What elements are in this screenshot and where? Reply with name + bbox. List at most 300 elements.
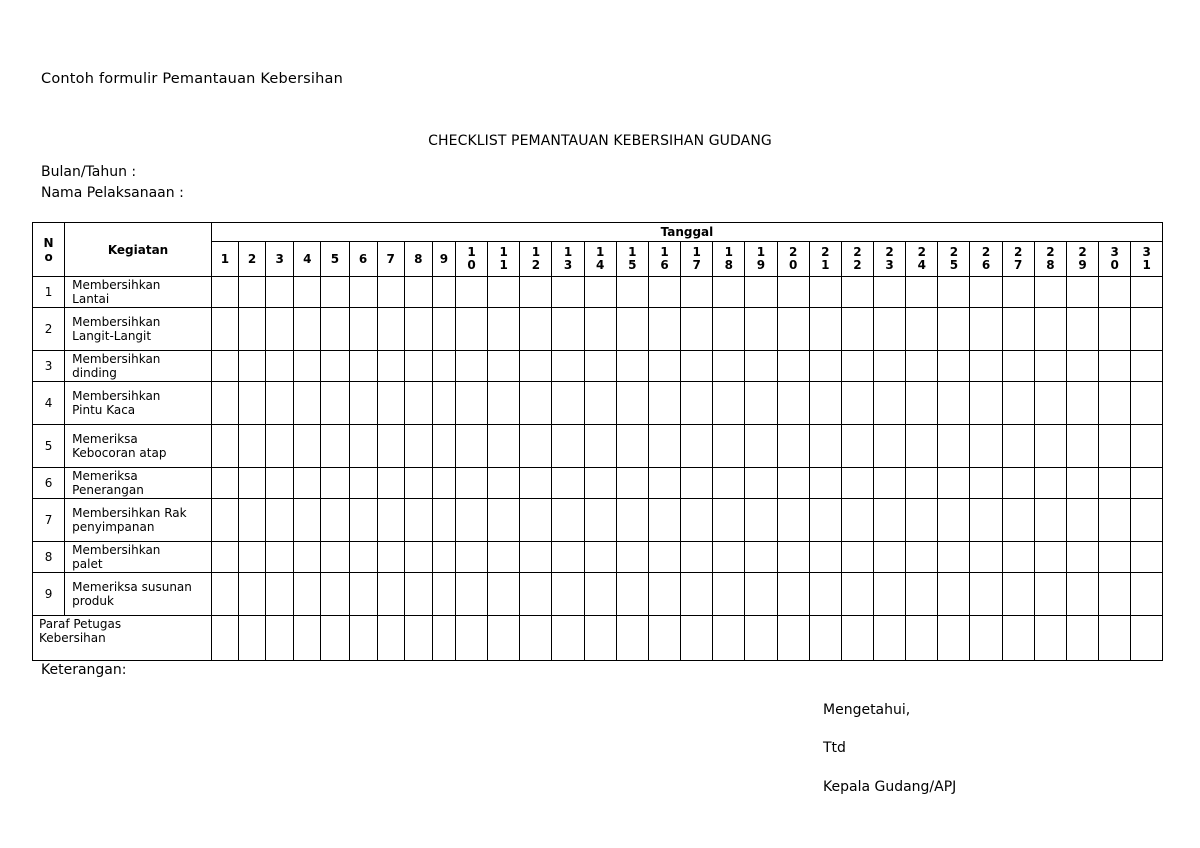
check-cell[interactable] [584, 308, 616, 351]
check-cell[interactable] [349, 499, 377, 542]
check-cell[interactable] [294, 308, 321, 351]
signature-cell[interactable] [1034, 616, 1066, 661]
signature-cell[interactable] [745, 616, 777, 661]
check-cell[interactable] [648, 277, 680, 308]
signature-cell[interactable] [552, 616, 584, 661]
check-cell[interactable] [455, 573, 487, 616]
check-cell[interactable] [809, 499, 841, 542]
check-cell[interactable] [377, 468, 404, 499]
check-cell[interactable] [616, 351, 648, 382]
check-cell[interactable] [552, 542, 584, 573]
check-cell[interactable] [970, 468, 1002, 499]
check-cell[interactable] [432, 425, 455, 468]
check-cell[interactable] [841, 573, 873, 616]
check-cell[interactable] [520, 425, 552, 468]
check-cell[interactable] [455, 425, 487, 468]
check-cell[interactable] [938, 542, 970, 573]
check-cell[interactable] [648, 499, 680, 542]
check-cell[interactable] [809, 382, 841, 425]
check-cell[interactable] [1002, 308, 1034, 351]
check-cell[interactable] [266, 425, 294, 468]
check-cell[interactable] [552, 499, 584, 542]
check-cell[interactable] [239, 542, 266, 573]
signature-cell[interactable] [906, 616, 938, 661]
check-cell[interactable] [906, 499, 938, 542]
signature-cell[interactable] [874, 616, 906, 661]
check-cell[interactable] [777, 542, 809, 573]
check-cell[interactable] [681, 277, 713, 308]
check-cell[interactable] [777, 351, 809, 382]
check-cell[interactable] [404, 542, 432, 573]
check-cell[interactable] [294, 573, 321, 616]
check-cell[interactable] [1099, 542, 1131, 573]
signature-cell[interactable] [349, 616, 377, 661]
check-cell[interactable] [713, 351, 745, 382]
signature-cell[interactable] [648, 616, 680, 661]
check-cell[interactable] [211, 382, 238, 425]
check-cell[interactable] [681, 308, 713, 351]
check-cell[interactable] [349, 351, 377, 382]
check-cell[interactable] [520, 468, 552, 499]
check-cell[interactable] [938, 425, 970, 468]
check-cell[interactable] [552, 425, 584, 468]
check-cell[interactable] [1034, 425, 1066, 468]
check-cell[interactable] [584, 425, 616, 468]
check-cell[interactable] [745, 425, 777, 468]
check-cell[interactable] [488, 277, 520, 308]
check-cell[interactable] [432, 573, 455, 616]
check-cell[interactable] [321, 542, 349, 573]
check-cell[interactable] [777, 277, 809, 308]
check-cell[interactable] [906, 351, 938, 382]
check-cell[interactable] [938, 277, 970, 308]
check-cell[interactable] [520, 351, 552, 382]
check-cell[interactable] [906, 468, 938, 499]
check-cell[interactable] [1066, 499, 1098, 542]
check-cell[interactable] [239, 351, 266, 382]
check-cell[interactable] [520, 277, 552, 308]
check-cell[interactable] [455, 468, 487, 499]
check-cell[interactable] [404, 382, 432, 425]
check-cell[interactable] [874, 308, 906, 351]
check-cell[interactable] [616, 277, 648, 308]
check-cell[interactable] [488, 382, 520, 425]
check-cell[interactable] [1066, 308, 1098, 351]
check-cell[interactable] [777, 425, 809, 468]
check-cell[interactable] [266, 351, 294, 382]
signature-cell[interactable] [1002, 616, 1034, 661]
check-cell[interactable] [713, 499, 745, 542]
check-cell[interactable] [1034, 499, 1066, 542]
check-cell[interactable] [266, 308, 294, 351]
check-cell[interactable] [239, 277, 266, 308]
check-cell[interactable] [841, 499, 873, 542]
check-cell[interactable] [377, 542, 404, 573]
check-cell[interactable] [1066, 382, 1098, 425]
check-cell[interactable] [1099, 573, 1131, 616]
check-cell[interactable] [552, 351, 584, 382]
check-cell[interactable] [211, 499, 238, 542]
check-cell[interactable] [745, 542, 777, 573]
check-cell[interactable] [349, 425, 377, 468]
check-cell[interactable] [377, 499, 404, 542]
check-cell[interactable] [211, 308, 238, 351]
check-cell[interactable] [211, 351, 238, 382]
check-cell[interactable] [809, 425, 841, 468]
check-cell[interactable] [616, 308, 648, 351]
check-cell[interactable] [488, 499, 520, 542]
check-cell[interactable] [294, 425, 321, 468]
check-cell[interactable] [713, 468, 745, 499]
check-cell[interactable] [321, 499, 349, 542]
check-cell[interactable] [1066, 573, 1098, 616]
check-cell[interactable] [681, 573, 713, 616]
check-cell[interactable] [266, 499, 294, 542]
check-cell[interactable] [404, 425, 432, 468]
check-cell[interactable] [432, 382, 455, 425]
check-cell[interactable] [321, 573, 349, 616]
check-cell[interactable] [266, 382, 294, 425]
signature-cell[interactable] [1099, 616, 1131, 661]
check-cell[interactable] [488, 542, 520, 573]
check-cell[interactable] [349, 382, 377, 425]
check-cell[interactable] [648, 425, 680, 468]
check-cell[interactable] [809, 277, 841, 308]
check-cell[interactable] [211, 277, 238, 308]
check-cell[interactable] [211, 573, 238, 616]
check-cell[interactable] [321, 382, 349, 425]
check-cell[interactable] [777, 468, 809, 499]
check-cell[interactable] [809, 542, 841, 573]
check-cell[interactable] [377, 573, 404, 616]
check-cell[interactable] [938, 351, 970, 382]
check-cell[interactable] [294, 542, 321, 573]
check-cell[interactable] [1066, 468, 1098, 499]
check-cell[interactable] [745, 351, 777, 382]
check-cell[interactable] [841, 425, 873, 468]
check-cell[interactable] [1131, 499, 1163, 542]
check-cell[interactable] [841, 468, 873, 499]
check-cell[interactable] [520, 542, 552, 573]
check-cell[interactable] [404, 308, 432, 351]
check-cell[interactable] [584, 351, 616, 382]
check-cell[interactable] [266, 277, 294, 308]
check-cell[interactable] [1034, 382, 1066, 425]
check-cell[interactable] [455, 499, 487, 542]
check-cell[interactable] [1099, 382, 1131, 425]
check-cell[interactable] [841, 351, 873, 382]
check-cell[interactable] [488, 573, 520, 616]
signature-cell[interactable] [809, 616, 841, 661]
check-cell[interactable] [294, 468, 321, 499]
check-cell[interactable] [1034, 468, 1066, 499]
check-cell[interactable] [488, 468, 520, 499]
check-cell[interactable] [488, 425, 520, 468]
check-cell[interactable] [616, 542, 648, 573]
signature-cell[interactable] [970, 616, 1002, 661]
check-cell[interactable] [841, 382, 873, 425]
check-cell[interactable] [377, 308, 404, 351]
check-cell[interactable] [648, 308, 680, 351]
check-cell[interactable] [1131, 573, 1163, 616]
check-cell[interactable] [777, 499, 809, 542]
check-cell[interactable] [349, 573, 377, 616]
check-cell[interactable] [1066, 425, 1098, 468]
check-cell[interactable] [520, 573, 552, 616]
check-cell[interactable] [349, 468, 377, 499]
check-cell[interactable] [681, 425, 713, 468]
check-cell[interactable] [1066, 351, 1098, 382]
check-cell[interactable] [809, 573, 841, 616]
check-cell[interactable] [681, 542, 713, 573]
check-cell[interactable] [455, 382, 487, 425]
check-cell[interactable] [584, 499, 616, 542]
check-cell[interactable] [938, 308, 970, 351]
check-cell[interactable] [970, 542, 1002, 573]
check-cell[interactable] [648, 542, 680, 573]
check-cell[interactable] [1002, 425, 1034, 468]
check-cell[interactable] [1099, 499, 1131, 542]
check-cell[interactable] [321, 425, 349, 468]
check-cell[interactable] [520, 382, 552, 425]
check-cell[interactable] [1099, 425, 1131, 468]
check-cell[interactable] [874, 277, 906, 308]
check-cell[interactable] [1002, 468, 1034, 499]
check-cell[interactable] [455, 277, 487, 308]
check-cell[interactable] [745, 308, 777, 351]
check-cell[interactable] [294, 277, 321, 308]
check-cell[interactable] [874, 573, 906, 616]
check-cell[interactable] [349, 542, 377, 573]
signature-cell[interactable] [321, 616, 349, 661]
check-cell[interactable] [1034, 573, 1066, 616]
check-cell[interactable] [906, 277, 938, 308]
check-cell[interactable] [874, 382, 906, 425]
check-cell[interactable] [266, 573, 294, 616]
check-cell[interactable] [745, 499, 777, 542]
signature-cell[interactable] [1066, 616, 1098, 661]
check-cell[interactable] [1002, 351, 1034, 382]
check-cell[interactable] [745, 573, 777, 616]
check-cell[interactable] [906, 382, 938, 425]
check-cell[interactable] [1002, 542, 1034, 573]
check-cell[interactable] [970, 573, 1002, 616]
check-cell[interactable] [1099, 351, 1131, 382]
check-cell[interactable] [321, 351, 349, 382]
check-cell[interactable] [294, 351, 321, 382]
check-cell[interactable] [455, 542, 487, 573]
check-cell[interactable] [616, 573, 648, 616]
check-cell[interactable] [745, 382, 777, 425]
check-cell[interactable] [321, 277, 349, 308]
check-cell[interactable] [1131, 425, 1163, 468]
check-cell[interactable] [648, 351, 680, 382]
check-cell[interactable] [906, 542, 938, 573]
check-cell[interactable] [1131, 382, 1163, 425]
check-cell[interactable] [404, 468, 432, 499]
check-cell[interactable] [681, 382, 713, 425]
check-cell[interactable] [377, 382, 404, 425]
signature-cell[interactable] [713, 616, 745, 661]
check-cell[interactable] [239, 573, 266, 616]
signature-cell[interactable] [584, 616, 616, 661]
check-cell[interactable] [970, 351, 1002, 382]
check-cell[interactable] [745, 277, 777, 308]
check-cell[interactable] [432, 542, 455, 573]
check-cell[interactable] [1131, 468, 1163, 499]
check-cell[interactable] [1099, 468, 1131, 499]
signature-cell[interactable] [938, 616, 970, 661]
check-cell[interactable] [239, 308, 266, 351]
check-cell[interactable] [239, 425, 266, 468]
check-cell[interactable] [432, 468, 455, 499]
check-cell[interactable] [841, 542, 873, 573]
check-cell[interactable] [809, 468, 841, 499]
check-cell[interactable] [616, 425, 648, 468]
check-cell[interactable] [488, 351, 520, 382]
check-cell[interactable] [681, 499, 713, 542]
check-cell[interactable] [713, 573, 745, 616]
check-cell[interactable] [745, 468, 777, 499]
check-cell[interactable] [874, 425, 906, 468]
check-cell[interactable] [432, 351, 455, 382]
signature-cell[interactable] [404, 616, 432, 661]
signature-cell[interactable] [488, 616, 520, 661]
check-cell[interactable] [648, 468, 680, 499]
check-cell[interactable] [713, 425, 745, 468]
check-cell[interactable] [970, 308, 1002, 351]
check-cell[interactable] [713, 382, 745, 425]
check-cell[interactable] [874, 499, 906, 542]
check-cell[interactable] [404, 351, 432, 382]
check-cell[interactable] [266, 468, 294, 499]
check-cell[interactable] [938, 468, 970, 499]
check-cell[interactable] [1002, 277, 1034, 308]
check-cell[interactable] [1066, 542, 1098, 573]
check-cell[interactable] [552, 468, 584, 499]
check-cell[interactable] [1002, 573, 1034, 616]
signature-cell[interactable] [520, 616, 552, 661]
check-cell[interactable] [239, 499, 266, 542]
check-cell[interactable] [520, 499, 552, 542]
check-cell[interactable] [906, 573, 938, 616]
check-cell[interactable] [809, 308, 841, 351]
check-cell[interactable] [681, 351, 713, 382]
check-cell[interactable] [211, 542, 238, 573]
check-cell[interactable] [432, 308, 455, 351]
check-cell[interactable] [906, 308, 938, 351]
check-cell[interactable] [349, 277, 377, 308]
signature-cell[interactable] [777, 616, 809, 661]
signature-cell[interactable] [841, 616, 873, 661]
check-cell[interactable] [874, 542, 906, 573]
check-cell[interactable] [938, 382, 970, 425]
check-cell[interactable] [1099, 277, 1131, 308]
signature-cell[interactable] [377, 616, 404, 661]
check-cell[interactable] [616, 499, 648, 542]
check-cell[interactable] [713, 277, 745, 308]
check-cell[interactable] [809, 351, 841, 382]
check-cell[interactable] [239, 468, 266, 499]
check-cell[interactable] [552, 277, 584, 308]
check-cell[interactable] [938, 573, 970, 616]
signature-cell[interactable] [681, 616, 713, 661]
check-cell[interactable] [777, 382, 809, 425]
check-cell[interactable] [841, 308, 873, 351]
check-cell[interactable] [404, 277, 432, 308]
check-cell[interactable] [874, 351, 906, 382]
signature-cell[interactable] [294, 616, 321, 661]
check-cell[interactable] [1131, 308, 1163, 351]
check-cell[interactable] [349, 308, 377, 351]
check-cell[interactable] [432, 277, 455, 308]
check-cell[interactable] [552, 573, 584, 616]
signature-cell[interactable] [1131, 616, 1163, 661]
check-cell[interactable] [404, 573, 432, 616]
check-cell[interactable] [1002, 382, 1034, 425]
check-cell[interactable] [970, 499, 1002, 542]
signature-cell[interactable] [432, 616, 455, 661]
check-cell[interactable] [1131, 277, 1163, 308]
check-cell[interactable] [648, 573, 680, 616]
check-cell[interactable] [906, 425, 938, 468]
check-cell[interactable] [1002, 499, 1034, 542]
check-cell[interactable] [584, 468, 616, 499]
check-cell[interactable] [321, 468, 349, 499]
signature-cell[interactable] [239, 616, 266, 661]
check-cell[interactable] [1034, 542, 1066, 573]
check-cell[interactable] [874, 468, 906, 499]
check-cell[interactable] [294, 382, 321, 425]
check-cell[interactable] [455, 351, 487, 382]
check-cell[interactable] [681, 468, 713, 499]
check-cell[interactable] [584, 382, 616, 425]
check-cell[interactable] [777, 308, 809, 351]
check-cell[interactable] [211, 425, 238, 468]
check-cell[interactable] [616, 468, 648, 499]
check-cell[interactable] [970, 425, 1002, 468]
check-cell[interactable] [321, 308, 349, 351]
check-cell[interactable] [377, 351, 404, 382]
check-cell[interactable] [1034, 351, 1066, 382]
signature-cell[interactable] [616, 616, 648, 661]
check-cell[interactable] [377, 277, 404, 308]
check-cell[interactable] [713, 308, 745, 351]
check-cell[interactable] [552, 382, 584, 425]
check-cell[interactable] [552, 308, 584, 351]
signature-cell[interactable] [211, 616, 238, 661]
check-cell[interactable] [713, 542, 745, 573]
check-cell[interactable] [970, 382, 1002, 425]
check-cell[interactable] [266, 542, 294, 573]
check-cell[interactable] [1034, 277, 1066, 308]
check-cell[interactable] [841, 277, 873, 308]
check-cell[interactable] [377, 425, 404, 468]
check-cell[interactable] [1099, 308, 1131, 351]
check-cell[interactable] [970, 277, 1002, 308]
check-cell[interactable] [584, 573, 616, 616]
check-cell[interactable] [648, 382, 680, 425]
check-cell[interactable] [1131, 351, 1163, 382]
check-cell[interactable] [1066, 277, 1098, 308]
check-cell[interactable] [520, 308, 552, 351]
check-cell[interactable] [455, 308, 487, 351]
check-cell[interactable] [616, 382, 648, 425]
check-cell[interactable] [294, 499, 321, 542]
check-cell[interactable] [584, 542, 616, 573]
check-cell[interactable] [777, 573, 809, 616]
check-cell[interactable] [488, 308, 520, 351]
